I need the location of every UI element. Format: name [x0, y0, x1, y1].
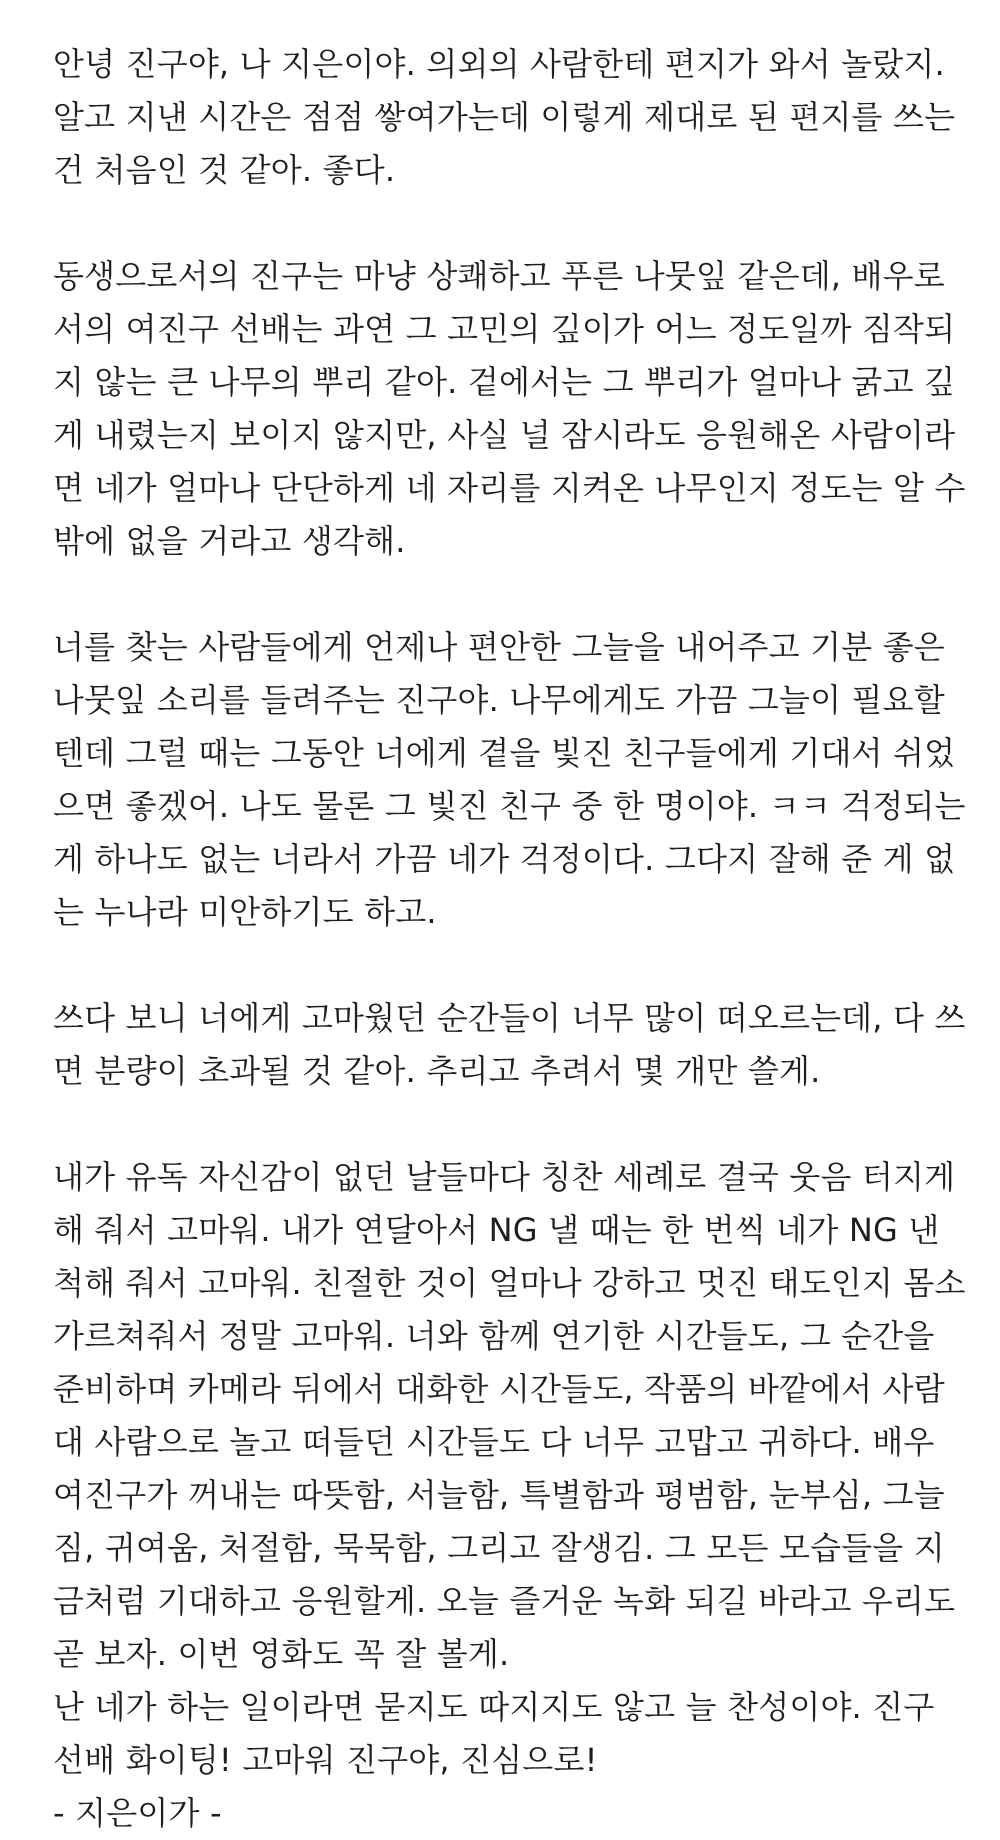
text-line: 쓰다 보니 너에게 고마웠던 순간들이 너무 많이 떠오르는데, 다 쓰 [53, 999, 966, 1037]
text-line: 대 사람으로 놀고 떠들던 시간들도 다 너무 고맙고 귀하다. 배우 [53, 1423, 935, 1461]
paragraph-spacer [53, 568, 993, 621]
text-line: 게 내렸는지 보이지 않지만, 사실 널 잠시라도 응원해온 사람이라 [53, 416, 956, 454]
text-line: 지 않는 큰 나무의 뿌리 같아. 겉에서는 그 뿌리가 얼마나 굵고 깊 [53, 363, 956, 401]
text-line: 텐데 그럴 때는 그동안 너에게 곁을 빛진 친구들에게 기대서 쉬었 [53, 734, 956, 772]
signature: - 지은이가 - [53, 1794, 222, 1832]
text-line: 게 하나도 없는 너라서 가끔 네가 걱정이다. 그다지 잘해 준 게 없 [53, 840, 956, 878]
text-line: 너를 찾는 사람들에게 언제나 편안한 그늘을 내어주고 기분 좋은 [53, 628, 945, 666]
text-line: 알고 지낸 시간은 점점 쌓여가는데 이렇게 제대로 된 편지를 쓰는 [53, 98, 956, 136]
text-line: 서의 여진구 선배는 과연 그 고민의 깊이가 어느 정도일까 짐작되 [53, 310, 956, 348]
text-line: 나뭇잎 소리를 들려주는 진구야. 나무에게도 가끔 그늘이 필요할 [53, 681, 945, 719]
text-line: 안녕 진구야, 나 지은이야. 의외의 사람한테 편지가 와서 놀랐지. [53, 45, 945, 83]
text-line: 선배 화이팅! 고마워 진구야, 진심으로! [53, 1741, 598, 1779]
text-line: 해 줘서 고마워. 내가 연달아서 NG 낼 때는 한 번씩 네가 NG 낸 [53, 1211, 940, 1249]
paragraph-shade [53, 621, 993, 939]
text-line: 짐, 귀여움, 처절함, 묵묵함, 그리고 잘생김. 그 모든 모습들을 지 [53, 1529, 945, 1567]
letter-body [53, 38, 993, 1840]
text-line: 면 분량이 초과될 것 같아. 추리고 추려서 몇 개만 쓸게. [53, 1052, 821, 1090]
text-line: 내가 유독 자신감이 없던 날들마다 칭찬 세례로 결국 웃음 터지게 [53, 1158, 956, 1196]
paragraph-spacer [53, 1098, 993, 1151]
text-line: 면 네가 얼마나 단단하게 네 자리를 지켜온 나무인지 정도는 알 수 [53, 469, 966, 507]
text-line: 는 누나라 미안하기도 하고. [53, 893, 437, 931]
paragraph-tree-metaphor [53, 250, 993, 568]
text-line: 여진구가 꺼내는 따뜻함, 서늘함, 특별함과 평범함, 눈부심, 그늘 [53, 1476, 945, 1514]
text-line: 동생으로서의 진구는 마냥 상쾌하고 푸른 나뭇잎 같은데, 배우로 [53, 257, 945, 295]
text-line: 난 네가 하는 일이라면 묻지도 따지지도 않고 늘 찬성이야. 진구 [53, 1688, 935, 1726]
text-line: 준비하며 카메라 뒤에서 대화한 시간들도, 작품의 바깥에서 사람 [53, 1370, 945, 1408]
text-line: 금처럼 기대하고 응원할게. 오늘 즐거운 녹화 되길 바라고 우리도 [53, 1582, 956, 1620]
paragraph-spacer [53, 939, 993, 992]
paragraph-greeting [53, 38, 993, 197]
text-line: 건 처음인 것 같아. 좋다. [53, 151, 396, 189]
text-line: 으면 좋겠어. 나도 물론 그 빛진 친구 중 한 명이야. ㅋㅋ 걱정되는 [53, 787, 966, 825]
paragraph-gratitude-closing [53, 1151, 993, 1840]
paragraph-spacer [53, 197, 993, 250]
text-line: 척해 줘서 고마워. 친절한 것이 얼마나 강하고 멋진 태도인지 몸소 [53, 1264, 966, 1302]
paragraph-gratitude-intro [53, 992, 993, 1098]
text-line: 곧 보자. 이번 영화도 꼭 잘 볼게. [53, 1635, 510, 1673]
text-line: 밖에 없을 거라고 생각해. [53, 522, 406, 560]
text-line: 가르쳐줘서 정말 고마워. 너와 함께 연기한 시간들도, 그 순간을 [53, 1317, 935, 1355]
